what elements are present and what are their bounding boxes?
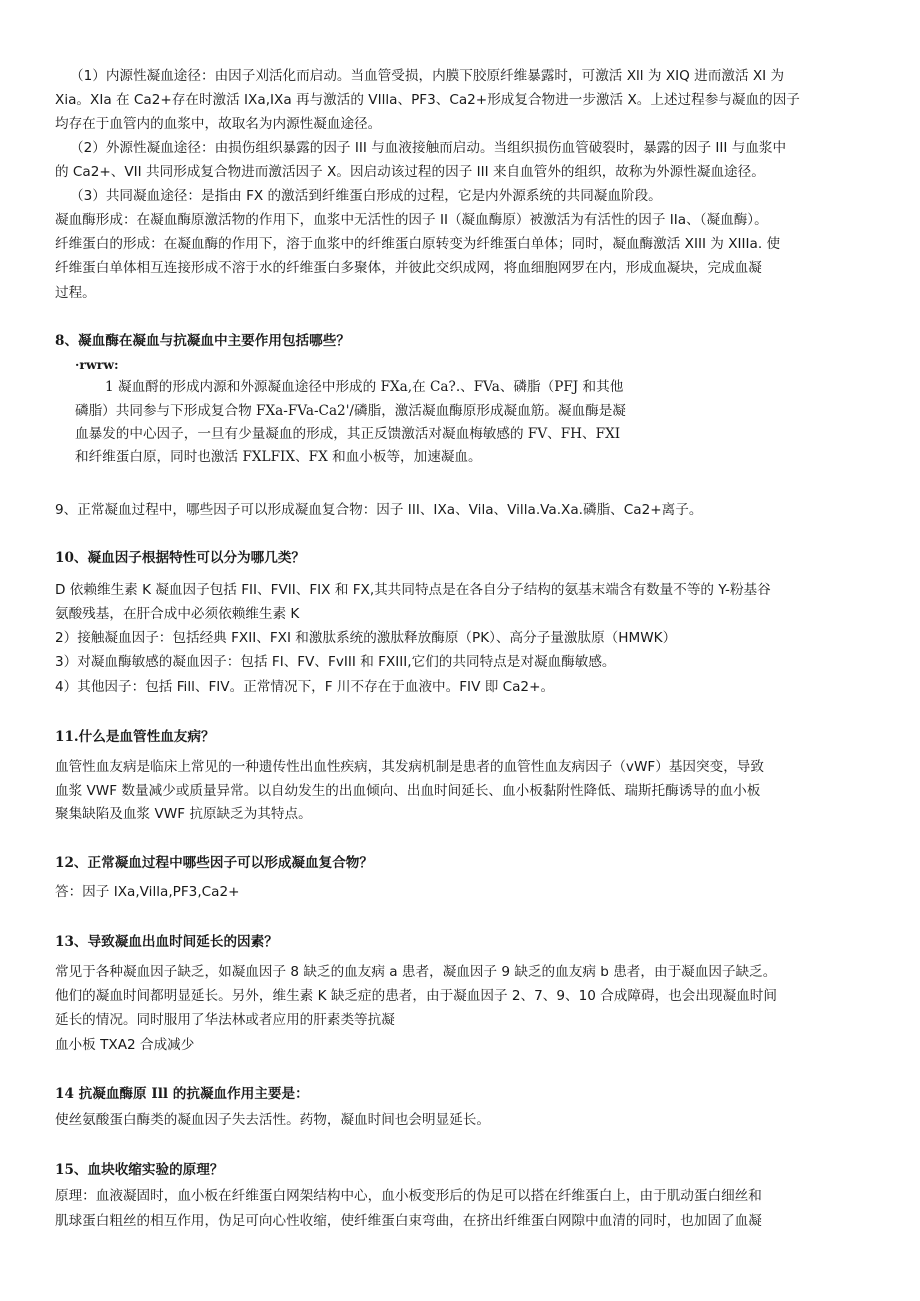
extrinsic-pathway-line-2: 的 Ca2+、VII 共同形成复合物进而激活因子 X。因启动该过程的因子 III 来自血管外的组织，故称为外源性凝血途径。 [55, 164, 765, 180]
common-pathway-line: （3）共同凝血途径：是指由 FX 的激活到纤维蛋白形成的过程，它是内外源系统的共同凝血阶段。 [70, 188, 662, 204]
question-11-line-1: 血管性血友病是临床上常见的一种遗传性出血性疾病，其发病机制是患者的血管性血友病因子（vWF）基因突变，导致 [55, 759, 764, 775]
thrombin-formation-line: 凝血酶形成：在凝血酶原激活物的作用下，血浆中无活性的因子 II（凝血酶原）被激活为有活性的因子 IIa、（凝血酶）。 [55, 212, 768, 228]
question-13-line-1: 常见于各种凝血因子缺乏，如凝血因子 8 缺乏的血友病 a 患者，凝血因子 9 缺乏的血友病 b 患者，由于凝血因子缺乏。 [55, 964, 777, 980]
question-8-answer-line-2: 磷脂）共同参与下形成复合物 FXa-FVa-Ca2'/磷脂，激活凝血酶原形成凝血筋。凝血酶是凝 [75, 403, 626, 419]
question-12-answer: 答：因子 IXa,Villa,PF3,Ca2+ [55, 884, 240, 900]
question-8-answer-line-3: 血暴发的中心因子，一旦有少量凝血的形成，其正反馈激活对凝血梅敏感的 FV、FH、FXI [75, 426, 621, 442]
question-8-mark: ·rwrw: [75, 357, 119, 372]
fibrin-formation-line-3: 过程。 [55, 285, 96, 301]
question-11-line-2: 血浆 VWF 数量减少或质量异常。以自幼发生的出血倾向、出血时间延长、血小板黏附性降低、瑞斯托酶诱导的血小板 [55, 783, 761, 799]
fibrin-formation-line-2: 纤维蛋白单体相互连接形成不溶于水的纤维蛋白多聚体，并彼此交织成网，将血细胞网罗在内，形成血凝块，完成血凝 [55, 260, 762, 276]
question-11-line-3: 聚集缺陷及血浆 VWF 抗原缺乏为其特点。 [55, 806, 312, 822]
question-15-title: 15、血块收缩实验的原理？ [55, 1162, 224, 1178]
question-13-line-2: 他们的凝血时间都明显延长。另外，维生素 K 缺乏症的患者，由于凝血因子 2、7、9、10 合成障碍，也会出现凝血时间 [55, 988, 777, 1004]
question-15-line-2: 肌球蛋白粗丝的相互作用，伪足可向心性收缩，使纤维蛋白束弯曲，在挤出纤维蛋白网隙中血清的同时，也加固了血凝 [55, 1213, 762, 1229]
question-8-title: 8、凝血酶在凝血与抗凝血中主要作用包括哪些？ [55, 333, 350, 349]
question-14-title: 14 抗凝血酶原 Ill 的抗凝血作用主要是： [55, 1086, 309, 1102]
question-14-answer: 使丝氨酸蛋白酶类的凝血因子失去活性。药物，凝血时间也会明显延长。 [55, 1112, 490, 1128]
question-15-line-1: 原理：血液凝固时，血小板在纤维蛋白网架结构中心，血小板变形后的伪足可以搭在纤维蛋白上，由于肌动蛋白细丝和 [55, 1188, 762, 1204]
question-10-line-4: 3）对凝血酶敏感的凝血因子：包括 FI、FV、FvIII 和 FXIII,它们的共同特点是对凝血酶敏感。 [55, 654, 616, 670]
question-12-title: 12、正常凝血过程中哪些因子可以形成凝血复合物？ [55, 855, 373, 871]
question-8-answer-line-4: 和纤维蛋白原，同时也激活 FXLFIX、FX 和血小板等，加速凝血。 [75, 449, 482, 465]
question-13-title: 13、导致凝血出血时间延长的因素？ [55, 934, 278, 950]
question-10-line-1: D 依赖维生素 K 凝血因子包括 FII、FVII、FIX 和 FX,其共同特点是在各自分子结构的氨基末端含有数量不等的 Y-粉基谷 [55, 582, 771, 598]
question-8-answer-line-1: 1 凝血酹的形成内源和外源凝血途径中形成的 FXa,在 Ca?.、FVa、磷脂（PFJ 和其他 [105, 379, 624, 395]
question-11-title: 11.什么是血管性血友病？ [55, 729, 215, 745]
question-9-text: 9、正常凝血过程中，哪些因子可以形成凝血复合物：因子 III、IXa、Vila、Villa.Va.Xa.磷脂、Ca2+离子。 [55, 502, 703, 518]
question-10-line-3: 2）接触凝血因子：包括经典 FXII、FXI 和激肽系统的激肽释放酶原（PK）、高分子量激肽原（HMWK） [55, 630, 677, 646]
fibrin-formation-line-1: 纤维蛋白的形成：在凝血酶的作用下，溶于血浆中的纤维蛋白原转变为纤维蛋白单体；同时，凝血酶激活 XIII 为 XIIIa. 使 [55, 236, 781, 252]
question-13-line-3: 延长的情况。同时服用了华法林或者应用的肝素类等抗凝 [55, 1012, 395, 1028]
intrinsic-pathway-line-2: Xia。XIa 在 Ca2+存在时激活 IXa,IXa 再与激活的 VIlla、PF3、Ca2+形成复合物进一步激活 X。上述过程参与凝血的因子 [55, 92, 800, 108]
intrinsic-pathway-line-1: （1）内源性凝血途径：由因子刈活化而启动。当血管受损，内膜下胶原纤维暴露时，可激活 Xll 为 XIQ 进而激活 XI 为 [70, 68, 785, 84]
question-10-title: 10、凝血因子根据特性可以分为哪几类？ [55, 550, 306, 566]
extrinsic-pathway-line-1: （2）外源性凝血途径：由损伤组织暴露的因子 III 与血液接触而启动。当组织损伤血管破裂时，暴露的因子 III 与血浆中 [70, 140, 787, 156]
intrinsic-pathway-line-3: 均存在于血管内的血浆中，故取名为内源性凝血途径。 [55, 116, 382, 132]
question-10-line-5: 4）其他因子：包括 Fill、FIV。正常情况下，F 川不存在于血液中。FIV 即 Ca2+。 [55, 679, 555, 695]
question-10-line-2: 氨酸残基，在肝合成中必须依赖维生素 K [55, 606, 300, 622]
question-13-line-4: 血小板 TXA2 合成减少 [55, 1037, 195, 1053]
